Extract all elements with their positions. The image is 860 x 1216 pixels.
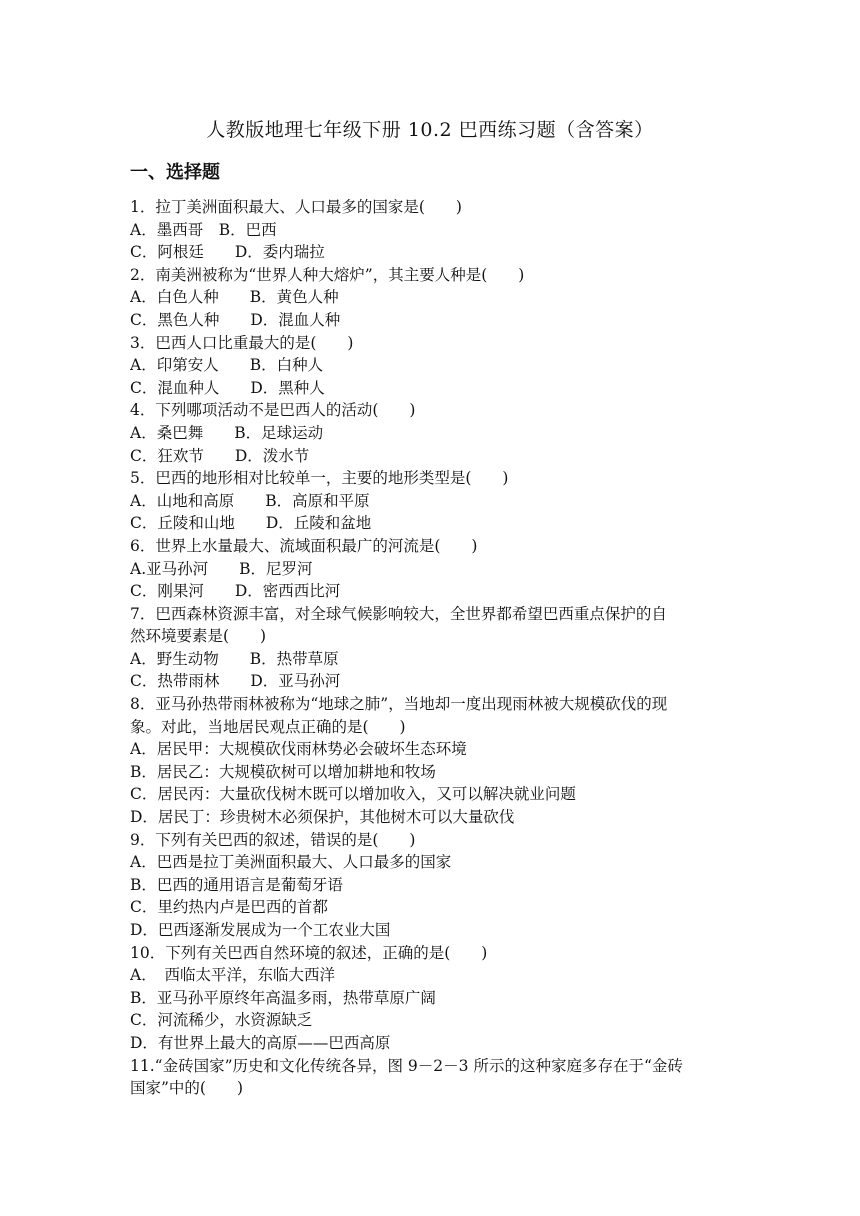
text-line: 国家”中的( ) [130, 1079, 244, 1098]
text-line: 5．巴西的地形相对比较单一，主要的地形类型是( ) [130, 469, 509, 488]
text-line: A．白色人种 B．黄色人种 [130, 288, 339, 307]
text-line: 3．巴西人口比重最大的是( ) [130, 333, 354, 352]
text-line: B．亚马孙平原终年高温多雨，热带草原广阔 [130, 988, 436, 1007]
text-line: D．巴西逐渐发展成为一个工农业大国 [130, 921, 391, 939]
text-line: B．居民乙：大规模砍树可以增加耕地和牧场 [130, 762, 436, 781]
text-line: A．野生动物 B．热带草原 [130, 649, 339, 668]
text-line: 2．南美洲被称为“世界人种大熔炉”，其主要人种是( ) [130, 265, 525, 284]
text-line: 10．下列有关巴西自然环境的叙述，正确的是( ) [130, 943, 488, 962]
text-line: 11.“金砖国家”历史和文化传统各异，图 9－2－3 所示的这种家庭多存在于“金砖 [130, 1056, 683, 1075]
text-line: C．狂欢节 D．泼水节 [130, 446, 310, 465]
text-line: C．黑色人种 D．混血人种 [130, 310, 341, 329]
text-line: A．印第安人 B．白种人 [130, 356, 324, 375]
text-line: A． 西临太平洋，东临大西洋 [130, 966, 335, 985]
text-line: D．有世界上最大的高原——巴西高原 [130, 1033, 391, 1052]
question-list [130, 196, 736, 1100]
text-line: 然环境要素是( ) [130, 627, 267, 646]
text-line: C．河流稀少，水资源缺乏 [130, 1011, 313, 1030]
text-line: A.亚马孙河 B．尼罗河 [130, 559, 313, 578]
text-line: A．居民甲：大规模砍伐雨林势必会破坏生态环境 [130, 740, 467, 759]
text-line: C．混血种人 D．黑种人 [130, 378, 325, 397]
text-line: 6．世界上水量最大、流域面积最广的河流是( ) [130, 536, 478, 555]
text-line: C．热带雨林 D．亚马孙河 [130, 672, 341, 691]
text-line: 9．下列有关巴西的叙述，错误的是( ) [130, 830, 416, 849]
text-line: A．山地和高原 B．高原和平原 [130, 491, 370, 510]
text-line: A．桑巴舞 B．足球运动 [130, 423, 324, 442]
text-line: A．巴西是拉丁美洲面积最大、人口最多的国家 [130, 853, 452, 872]
text-line: 象。对此，当地居民观点正确的是( ) [130, 717, 406, 736]
section-heading: 一、选择题 [130, 162, 220, 183]
text-line: 8．亚马孙热带雨林被称为“地球之肺”，当地却一度出现雨林被大规模砍伐的现 [130, 695, 668, 714]
text-line: A．墨西哥 B．巴西 [130, 220, 277, 239]
text-line: C．刚果河 D．密西西比河 [130, 582, 341, 601]
text-line: 1．拉丁美洲面积最大、人口最多的国家是( ) [130, 198, 462, 216]
document-title: 人教版地理七年级下册 10.2 巴西练习题（含答案） [206, 119, 654, 141]
text-line: C．丘陵和山地 D．丘陵和盆地 [130, 514, 372, 533]
text-line: C．阿根廷 D．委内瑞拉 [130, 243, 325, 262]
text-line: C．里约热内卢是巴西的首都 [130, 898, 328, 917]
text-line: B．巴西的通用语言是葡萄牙语 [130, 875, 343, 894]
text-line: 7．巴西森林资源丰富，对全球气候影响较大，全世界都希望巴西重点保护的自 [130, 604, 667, 623]
text-line: 4．下列哪项活动不是巴西人的活动( ) [130, 401, 416, 420]
text-line: D．居民丁：珍贵树木必须保护，其他树木可以大量砍伐 [130, 808, 515, 827]
text-line: C．居民丙：大量砍伐树木既可以增加收入，又可以解决就业问题 [130, 785, 576, 804]
